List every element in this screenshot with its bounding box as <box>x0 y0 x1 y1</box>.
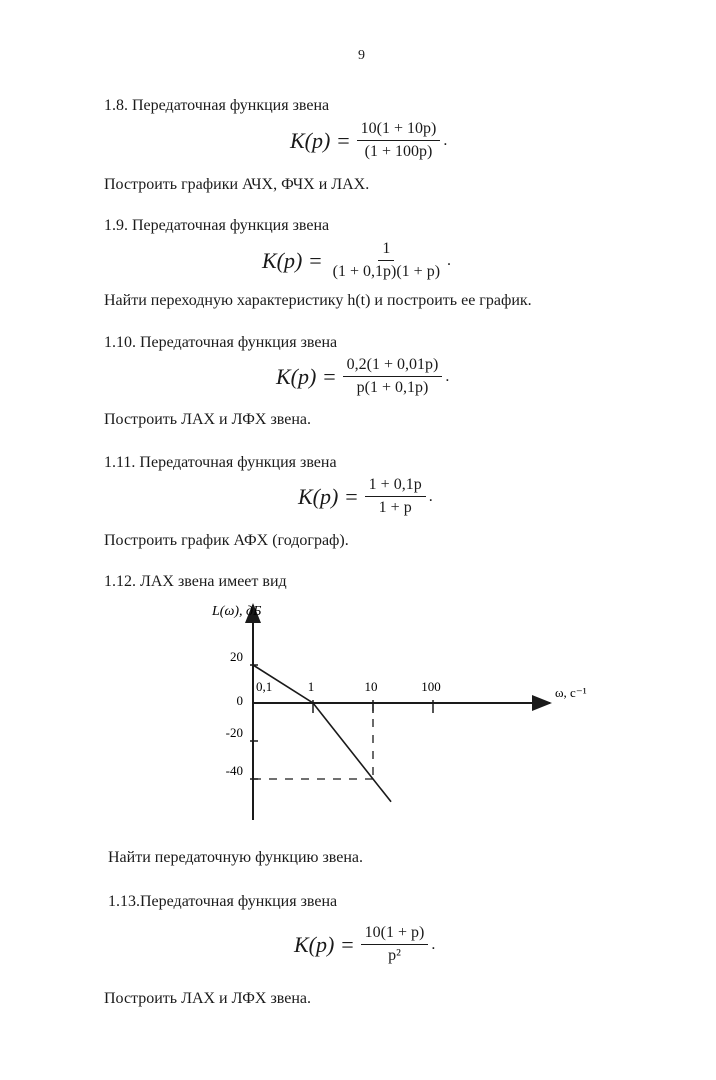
formula-period: . <box>445 367 450 385</box>
formula-period: . <box>447 251 452 269</box>
problem-1-13-formula <box>294 924 435 965</box>
formula-numerator: 0,2(1 + 0,01p) <box>343 356 443 377</box>
formula-lhs: K(p) = <box>290 127 351 153</box>
lax-chart <box>200 595 600 840</box>
problem-1-13-heading: 1.13.Передаточная функция звена <box>108 893 338 910</box>
x-tick-label: 1 <box>307 679 315 694</box>
problem-1-8-task: Построить графики АЧХ, ФЧХ и ЛАХ. <box>104 176 370 193</box>
y-axis-label: L(ω), дБ <box>212 604 262 619</box>
x-tick-label: 10 <box>364 679 378 694</box>
problem-1-8-formula <box>290 120 447 161</box>
x-tick-label: 0,1 <box>256 679 273 694</box>
page-number: 9 <box>358 48 365 63</box>
problem-1-11-heading: 1.11. Передаточная функция звена <box>104 454 337 471</box>
problem-1-8-heading: 1.8. Передаточная функция звена <box>104 97 330 114</box>
y-tick-label: -20 <box>225 725 243 740</box>
formula-numerator: 1 + 0,1p <box>365 476 426 497</box>
x-tick-label: 100 <box>421 679 441 694</box>
y-tick-label: 0 <box>236 693 243 708</box>
problem-1-9-task: Найти переходную характеристику h(t) и построить ее график. <box>104 292 532 309</box>
formula-fraction <box>343 356 443 397</box>
problem-1-9-heading: 1.9. Передаточная функция звена <box>104 217 330 234</box>
formula-lhs: K(p) = <box>298 483 359 509</box>
formula-numerator: 10(1 + p) <box>361 924 429 945</box>
formula-denominator: (1 + 100p) <box>364 143 433 160</box>
problem-1-10-formula <box>276 356 449 397</box>
x-axis-label: ω, с⁻¹ <box>555 685 587 700</box>
problem-1-10-task: Построить ЛАХ и ЛФХ звена. <box>104 411 311 428</box>
problem-1-11-formula <box>298 476 433 517</box>
formula-period: . <box>443 131 448 149</box>
formula-numerator: 10(1 + 10p) <box>357 120 441 141</box>
problem-1-10-heading: 1.10. Передаточная функция звена <box>104 334 338 351</box>
y-tick-label: -40 <box>225 763 243 778</box>
formula-fraction <box>329 240 444 281</box>
problem-1-13-task: Построить ЛАХ и ЛФХ звена. <box>104 990 311 1007</box>
formula-denominator: 1 + p <box>378 499 412 516</box>
problem-1-12-heading: 1.12. ЛАХ звена имеет вид <box>104 573 287 590</box>
problem-1-9-formula <box>262 240 451 281</box>
y-tick-label: 20 <box>230 649 243 664</box>
formula-period: . <box>428 487 433 505</box>
problem-1-12-task: Найти передаточную функцию звена. <box>108 849 364 866</box>
formula-denominator: (1 + 0,1p)(1 + p) <box>332 263 441 280</box>
problem-1-11-task: Построить график АФХ (годограф). <box>104 532 349 549</box>
formula-lhs: K(p) = <box>294 931 355 957</box>
formula-denominator: p(1 + 0,1p) <box>356 379 429 396</box>
formula-fraction <box>361 924 429 965</box>
formula-numerator: 1 <box>378 240 394 261</box>
formula-lhs: K(p) = <box>262 247 323 273</box>
formula-fraction <box>357 120 441 161</box>
formula-lhs: K(p) = <box>276 363 337 389</box>
formula-fraction <box>365 476 426 517</box>
formula-denominator: p² <box>388 947 401 964</box>
formula-period: . <box>431 935 436 953</box>
